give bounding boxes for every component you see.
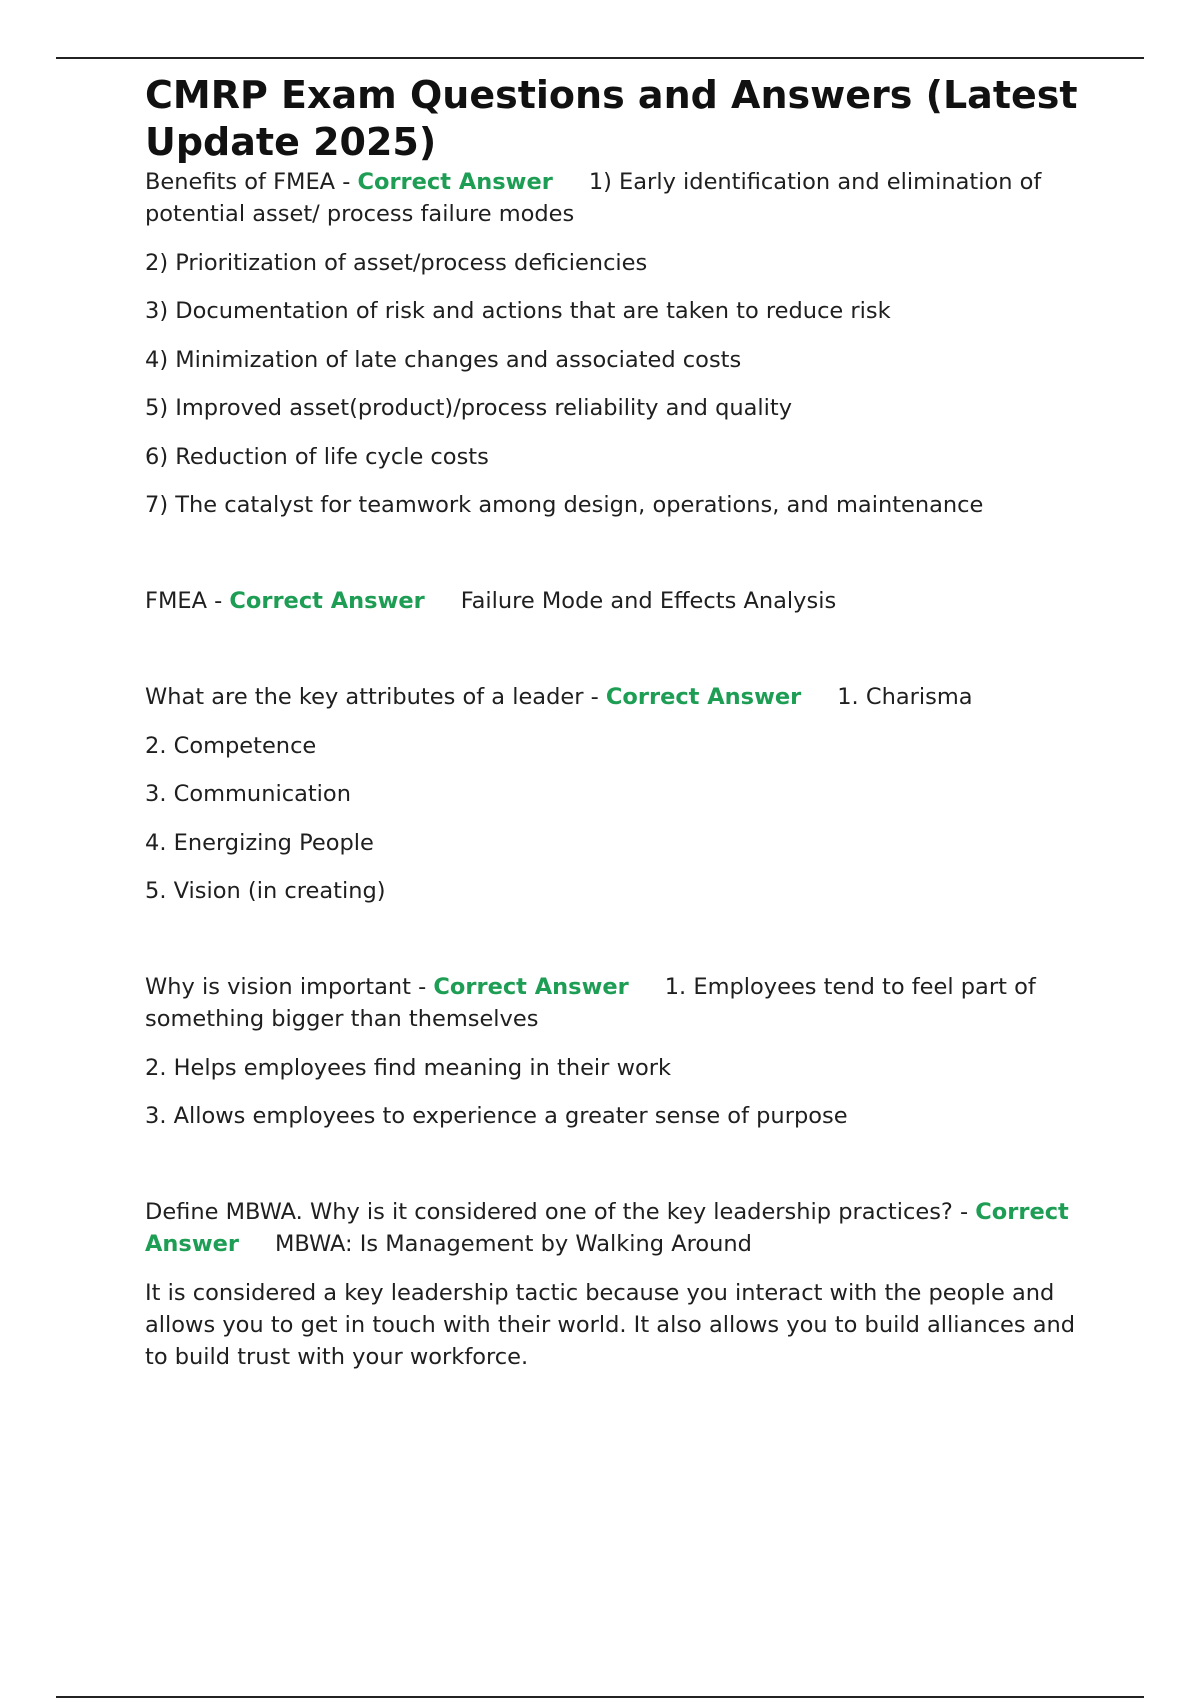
answer-text: 1. Charisma — [837, 684, 973, 710]
question-text: Define MBWA. Why is it considered one of the key leadership practices? - — [145, 1199, 976, 1225]
question-text: FMEA - — [145, 588, 230, 614]
qa-item-mbwa — [145, 1196, 1085, 1373]
question-text: Why is vision important - — [145, 974, 434, 1000]
correct-answer-label: Correct Answer — [357, 169, 553, 195]
document-body — [145, 72, 1085, 1373]
answer-line: 4) Minimization of late changes and associated costs — [145, 346, 742, 373]
correct-answer-label: Correct Answer — [433, 974, 629, 1000]
qa-line — [145, 585, 1085, 617]
qa-item-leader-attributes — [145, 681, 1085, 907]
answer-line: 2. Competence — [145, 732, 317, 759]
correct-answer-label: Correct Answer — [145, 1199, 1069, 1257]
answer-text: 1) Early identification and elimination of potential asset/ process failure modes — [145, 169, 1042, 227]
question-text: Benefits of FMEA - — [145, 169, 358, 195]
qa-item-fmea — [145, 585, 1085, 617]
answer-line: 7) The catalyst for teamwork among design, operations, and maintenance — [145, 492, 984, 518]
page-title: CMRP Exam Questions and Answers (Latest Update 2025) — [145, 73, 1078, 164]
qa-line — [145, 971, 1085, 1035]
answer-line: 5. Vision (in creating) — [145, 878, 386, 904]
answer-line: 2) Prioritization of asset/process deficiencies — [145, 249, 648, 276]
answer-line: It is considered a key leadership tactic because you interact with the people and allows you to get in touch with their world. It also allows you to build alliances and to build trust with your workforce. — [145, 1279, 1076, 1370]
qa-line — [145, 681, 1085, 713]
answer-line: 3) Documentation of risk and actions that are taken to reduce risk — [145, 298, 891, 324]
question-text: What are the key attributes of a leader - — [145, 684, 606, 710]
answer-text: MBWA: Is Management by Walking Around — [274, 1231, 752, 1257]
top-rule — [56, 57, 1144, 59]
answer-line: 2. Helps employees find meaning in their work — [145, 1054, 672, 1081]
answer-line: 6) Reduction of life cycle costs — [145, 443, 489, 470]
answer-text: 1. Employees tend to feel part of something bigger than themselves — [145, 974, 1036, 1032]
answer-text: Failure Mode and Effects Analysis — [460, 588, 837, 614]
qa-item-benefits-of-fmea — [145, 166, 1085, 521]
qa-item-vision-importance — [145, 971, 1085, 1132]
bottom-rule — [56, 1696, 1144, 1698]
answer-line: 3. Allows employees to experience a greater sense of purpose — [145, 1103, 848, 1129]
qa-line — [145, 1196, 1085, 1260]
answer-line: 5) Improved asset(product)/process reliability and quality — [145, 395, 793, 421]
answer-line: 4. Energizing People — [145, 829, 374, 856]
correct-answer-label: Correct Answer — [229, 588, 425, 614]
answer-line: 3. Communication — [145, 781, 351, 807]
correct-answer-label: Correct Answer — [605, 684, 802, 710]
qa-line — [145, 166, 1085, 230]
